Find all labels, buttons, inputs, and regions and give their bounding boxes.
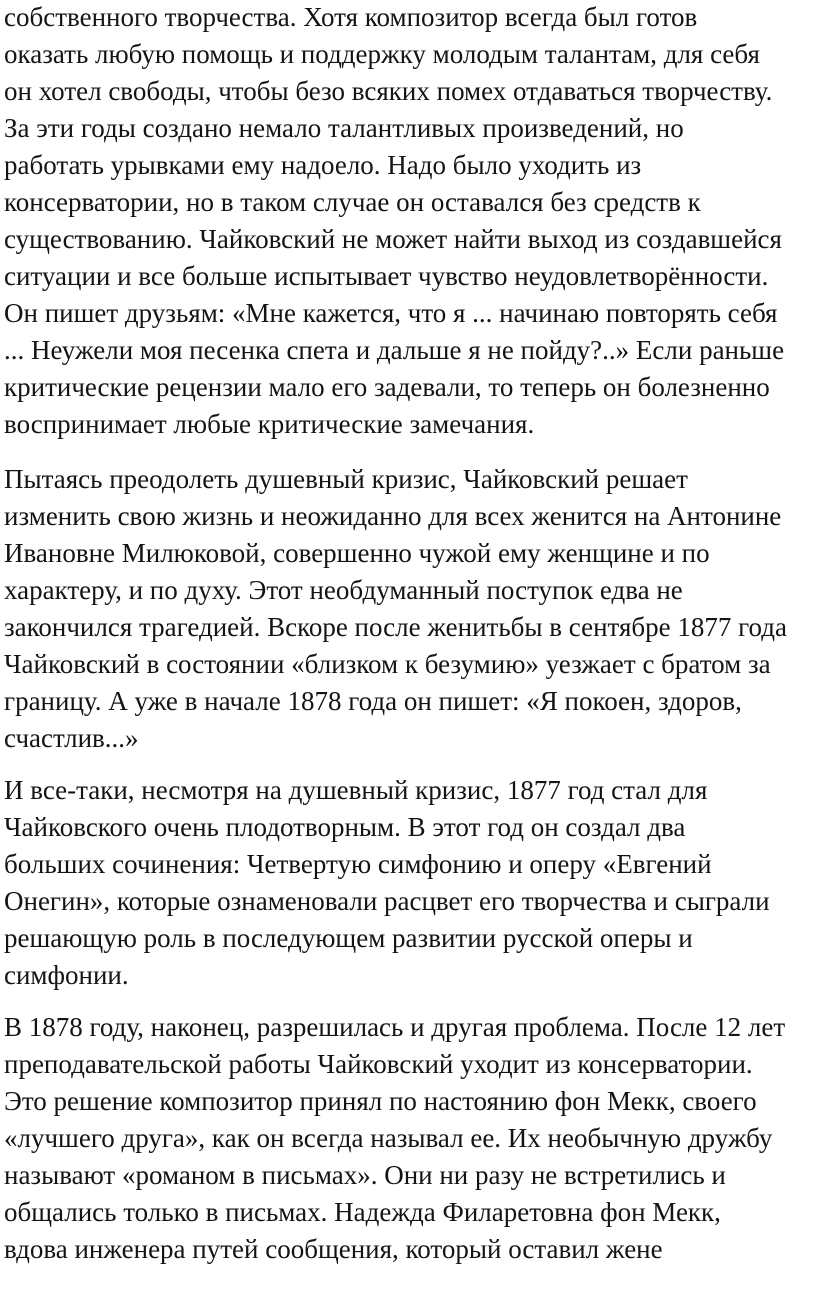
paragraph-3: [4, 772, 770, 994]
text-line: существованию. Чайковский не может найти выход из создавшейся: [4, 224, 782, 254]
text-line: оказать любую помощь и поддержку молодым талантам, для себя: [4, 39, 760, 69]
text-line: Пытаясь преодолеть душевный кризис, Чайковский решает: [4, 464, 688, 494]
text-line: границу. А уже в начале 1878 года он пишет: «Я покоен, здоров,: [4, 686, 742, 716]
text-line: характеру, и по духу. Этот необдуманный поступок едва не: [4, 575, 683, 605]
text-line: вдова инженера путей сообщения, который оставил жене: [4, 1234, 663, 1264]
text-line: изменить свою жизнь и неожиданно для всех женится на Антонине: [4, 501, 782, 531]
text-line: Чайковский в состоянии «близком к безумию» уезжает с братом за: [4, 649, 771, 679]
text-line: «лучшего друга», как он всегда называл ее. Их необычную дружбу: [4, 1123, 773, 1153]
text-line: решающую роль в последующем развитии русской оперы и: [4, 923, 693, 953]
text-line: собственного творчества. Хотя композитор всегда был готов: [4, 2, 698, 32]
text-line: работать урывками ему надоело. Надо было уходить из: [4, 150, 642, 180]
text-line: закончился трагедией. Вскоре после женитьбы в сентябре 1877 года: [4, 612, 787, 642]
text-line: больших сочинения: Четвертую симфонию и оперу «Евгений: [4, 849, 712, 879]
text-line: общались только в письмах. Надежда Филаретовна фон Мекк,: [4, 1197, 721, 1227]
text-line: преподавательской работы Чайковский уходит из консерватории.: [4, 1049, 753, 1079]
text-line: В 1878 году, наконец, разрешилась и другая проблема. После 12 лет: [4, 1012, 786, 1042]
text-line: Онегин», которые ознаменовали расцвет его творчества и сыграли: [4, 886, 770, 916]
text-line: ситуации и все больше испытывает чувство неудовлетворённости.: [4, 261, 769, 291]
paragraph-1: [4, 0, 784, 443]
text-line: Чайковского очень плодотворным. В этот год он создал два: [4, 812, 686, 842]
text-line: ... Неужели моя песенка спета и дальше я не пойду?..» Если раньше: [4, 335, 785, 365]
text-line: критические рецензии мало его задевали, то теперь он болезненно: [4, 372, 770, 402]
text-line: За эти годы создано немало талантливых произведений, но: [4, 113, 684, 143]
text-line: консерватории, но в таком случае он оставался без средств к: [4, 187, 701, 217]
text-line: воспринимает любые критические замечания.: [4, 409, 535, 439]
text-line: И все-таки, несмотря на душевный кризис, 1877 год стал для: [4, 775, 708, 805]
text-line: называют «романом в письмах». Они ни разу не встретились и: [4, 1160, 726, 1190]
text-line: симфонии.: [4, 960, 129, 990]
text-line: Это решение композитор принял по настоянию фон Мекк, своего: [4, 1086, 757, 1116]
text-line: счастлив...»: [4, 723, 139, 753]
text-line: Он пишет друзьям: «Мне кажется, что я ... начинаю повторять себя: [4, 298, 778, 328]
text-line: Ивановне Милюковой, совершенно чужой ему женщине и по: [4, 538, 710, 568]
text-line: он хотел свободы, чтобы безо всяких помех отдаваться творчеству.: [4, 76, 773, 106]
paragraph-2: [4, 461, 787, 757]
paragraph-4: [4, 1009, 785, 1268]
